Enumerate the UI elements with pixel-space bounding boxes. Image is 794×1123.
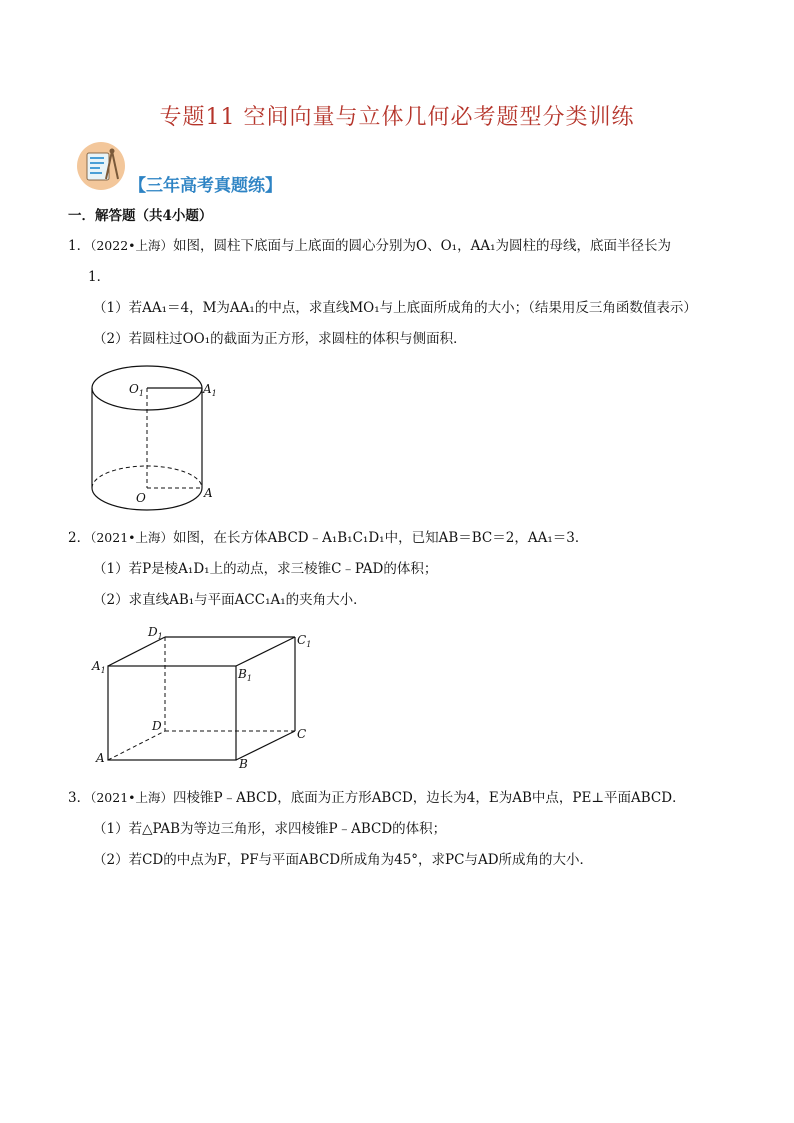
section-title: 【三年高考真题练】 bbox=[129, 176, 282, 196]
problem-1-question-1: （1）若AA₁＝4，M为AA₁的中点，求直线MO₁与上底面所成角的大小；（结果用反三角函数值表示） bbox=[93, 300, 697, 316]
label-a1: $A_1$ bbox=[203, 382, 217, 398]
problem-3-source: （2021•上海） bbox=[90, 790, 174, 805]
problem-1-stem-line-2: 1． bbox=[88, 269, 111, 285]
cuboid-figure bbox=[90, 622, 330, 772]
problem-1-line-1 bbox=[68, 237, 671, 255]
problem-2-number: 2． bbox=[68, 530, 91, 546]
label-b1: $B_1$ bbox=[238, 667, 252, 683]
label-a: A bbox=[204, 486, 213, 500]
problem-2-source: （2021•上海） bbox=[90, 530, 174, 545]
label-c: C bbox=[297, 727, 307, 741]
problem-1-stem: 如图，圆柱下底面与上底面的圆心分别为O、O₁，AA₁为圆柱的母线，底面半径长为 bbox=[173, 238, 671, 254]
label-c1: $C_1$ bbox=[297, 633, 312, 649]
problem-3-question-1: （1）若△PAB为等边三角形，求四棱锥P﹣ABCD的体积； bbox=[93, 821, 447, 837]
label-d: D bbox=[152, 719, 162, 733]
problem-3-question-2: （2）若CD的中点为F，PF与平面ABCD所成角为45°，求PC与AD所成角的大小． bbox=[93, 852, 594, 868]
problem-3-number: 3． bbox=[68, 790, 91, 806]
label-a1: $A_1$ bbox=[92, 659, 106, 675]
page-title: 专题11 空间向量与立体几何必考题型分类训练 bbox=[159, 105, 635, 130]
label-o1: $O_1$ bbox=[129, 382, 144, 398]
book-compass-icon bbox=[76, 141, 126, 191]
problem-3-stem: 四棱锥P﹣ABCD，底面为正方形ABCD，边长为4，E为AB中点，PE⊥平面ABCD． bbox=[173, 790, 686, 806]
problem-1-question-2: （2）若圆柱过OO₁的截面为正方形，求圆柱的体积与侧面积． bbox=[93, 331, 467, 347]
problem-2-question-1: （1）若P是棱A₁D₁上的动点，求三棱锥C﹣PAD的体积； bbox=[93, 561, 438, 577]
problem-1-source: （2022•上海） bbox=[90, 238, 174, 253]
cylinder-figure bbox=[85, 360, 225, 520]
label-a: A bbox=[96, 751, 105, 765]
problem-3-line-1 bbox=[68, 789, 686, 807]
problem-1-number: 1． bbox=[68, 238, 91, 254]
label-b: B bbox=[239, 757, 248, 771]
label-o: O bbox=[136, 491, 146, 505]
part-heading: 一．解答题（共4小题） bbox=[68, 208, 213, 224]
problem-2-line-1 bbox=[68, 529, 588, 547]
problem-2-stem: 如图，在长方体ABCD﹣A₁B₁C₁D₁中，已知AB＝BC＝2，AA₁＝3． bbox=[173, 530, 589, 546]
label-d1: $D_1$ bbox=[148, 625, 163, 641]
problem-2-question-2: （2）求直线AB₁与平面ACC₁A₁的夹角大小． bbox=[93, 592, 367, 608]
